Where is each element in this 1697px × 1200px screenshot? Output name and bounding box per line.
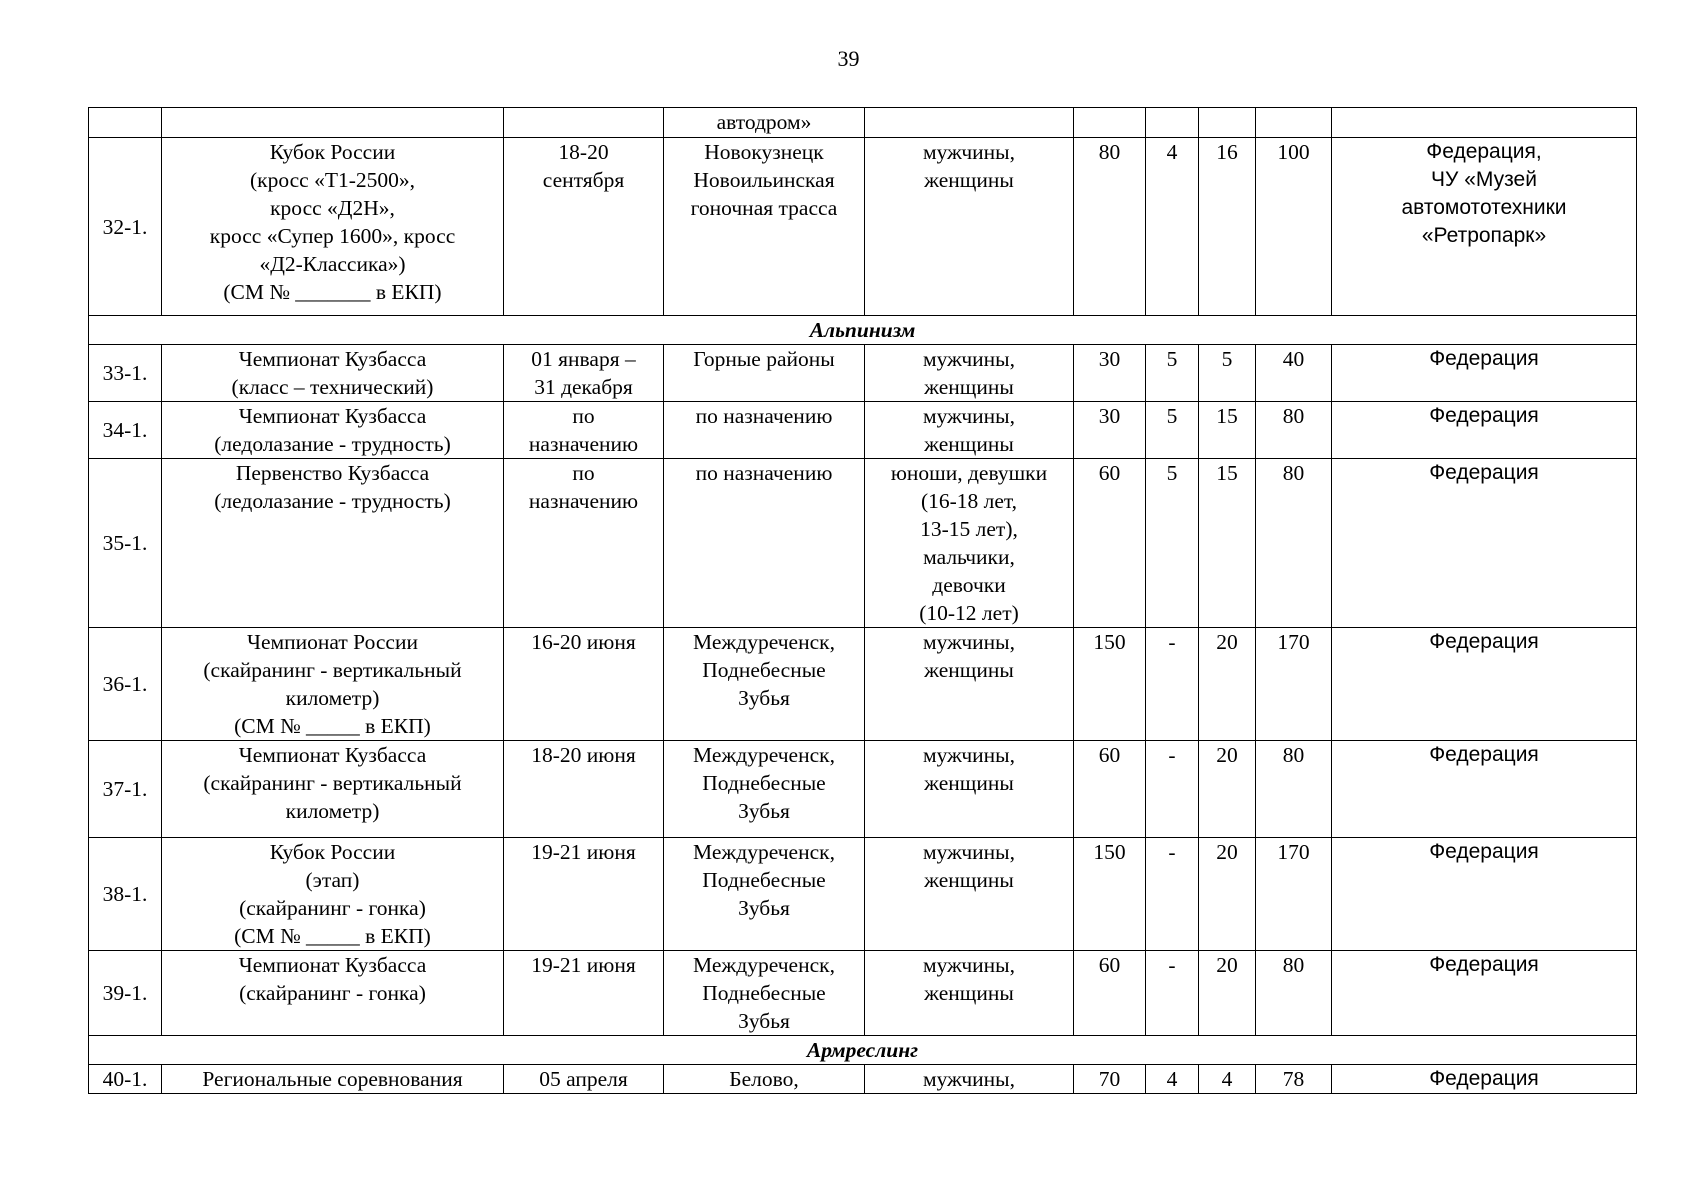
cell-participants: мужчины, женщины	[865, 838, 1074, 951]
cell-dates: 19-21 июня	[504, 951, 664, 1036]
cell-event-name: Кубок России (этап) (скайранинг - гонка) (СМ № _____ в ЕКП)	[162, 838, 504, 951]
cell-count-2: -	[1146, 741, 1199, 838]
events-table	[88, 107, 1637, 1094]
cell-num: 37-1.	[89, 741, 162, 838]
table-row	[89, 1065, 1637, 1094]
table-row	[89, 138, 1637, 316]
section-header-row	[89, 316, 1637, 345]
section-header-row	[89, 1036, 1637, 1065]
cell-dates: 19-21 июня	[504, 838, 664, 951]
cell-count-total: 80	[1256, 951, 1332, 1036]
cell-count-1: 150	[1074, 838, 1146, 951]
cell-num: 36-1.	[89, 628, 162, 741]
table-body	[89, 108, 1637, 1094]
cell-event-name: Чемпионат Кузбасса (ледолазание - трудность)	[162, 402, 504, 459]
cell-num	[89, 108, 162, 138]
cell-count-total: 170	[1256, 628, 1332, 741]
cell-event-name: Чемпионат Кузбасса (класс – технический)	[162, 345, 504, 402]
cell-organizer: Федерация	[1332, 345, 1637, 402]
cell-count-total: 100	[1256, 138, 1332, 316]
cell-num: 35-1.	[89, 459, 162, 628]
cell-organizer: Федерация	[1332, 628, 1637, 741]
cell-organizer	[1332, 108, 1637, 138]
cell-count-3	[1199, 108, 1256, 138]
cell-count-2: 5	[1146, 459, 1199, 628]
cell-count-total: 40	[1256, 345, 1332, 402]
cell-count-2: 5	[1146, 402, 1199, 459]
cell-place: Горные районы	[664, 345, 865, 402]
cell-count-3: 15	[1199, 459, 1256, 628]
cell-participants: мужчины,	[865, 1065, 1074, 1094]
cell-organizer: Федерация	[1332, 838, 1637, 951]
cell-num: 40-1.	[89, 1065, 162, 1094]
cell-participants: юноши, девушки (16-18 лет, 13-15 лет), мальчики, девочки (10-12 лет)	[865, 459, 1074, 628]
table-row	[89, 951, 1637, 1036]
cell-num: 39-1.	[89, 951, 162, 1036]
cell-dates: 18-20 июня	[504, 741, 664, 838]
cell-count-2: -	[1146, 628, 1199, 741]
cell-count-2: -	[1146, 951, 1199, 1036]
cell-place: Новокузнецк Новоильинская гоночная трасса	[664, 138, 865, 316]
cell-count-2: -	[1146, 838, 1199, 951]
table-row	[89, 838, 1637, 951]
cell-count-total: 170	[1256, 838, 1332, 951]
cell-count-2	[1146, 108, 1199, 138]
cell-count-3: 20	[1199, 838, 1256, 951]
cell-count-3: 16	[1199, 138, 1256, 316]
cell-count-total: 78	[1256, 1065, 1332, 1094]
table-row	[89, 402, 1637, 459]
cell-organizer: Федерация	[1332, 1065, 1637, 1094]
cell-count-1: 60	[1074, 951, 1146, 1036]
cell-count-1: 80	[1074, 138, 1146, 316]
cell-count-total: 80	[1256, 741, 1332, 838]
cell-place: по назначению	[664, 459, 865, 628]
cell-participants: мужчины, женщины	[865, 402, 1074, 459]
cell-count-3: 15	[1199, 402, 1256, 459]
cell-count-1: 70	[1074, 1065, 1146, 1094]
cell-organizer: Федерация	[1332, 459, 1637, 628]
cell-participants: мужчины, женщины	[865, 741, 1074, 838]
cell-count-1: 150	[1074, 628, 1146, 741]
cell-count-2: 5	[1146, 345, 1199, 402]
cell-organizer: Федерация	[1332, 402, 1637, 459]
continuation-row	[89, 108, 1637, 138]
table-row	[89, 628, 1637, 741]
cell-organizer: Федерация, ЧУ «Музей автомототехники «Ретропарк»	[1332, 138, 1637, 316]
cell-place: Белово,	[664, 1065, 865, 1094]
cell-count-total: 80	[1256, 402, 1332, 459]
cell-dates: по назначению	[504, 402, 664, 459]
cell-count-total	[1256, 108, 1332, 138]
cell-count-3: 20	[1199, 741, 1256, 838]
cell-dates: 01 января – 31 декабря	[504, 345, 664, 402]
cell-dates	[504, 108, 664, 138]
cell-participants	[865, 108, 1074, 138]
cell-count-1: 60	[1074, 741, 1146, 838]
cell-place: Междуреченск, Поднебесные Зубья	[664, 628, 865, 741]
cell-place: по назначению	[664, 402, 865, 459]
cell-place: Междуреченск, Поднебесные Зубья	[664, 838, 865, 951]
cell-num: 32-1.	[89, 138, 162, 316]
cell-organizer: Федерация	[1332, 741, 1637, 838]
cell-count-3: 20	[1199, 951, 1256, 1036]
cell-event-name: Чемпионат России (скайранинг - вертикальный километр) (СМ № _____ в ЕКП)	[162, 628, 504, 741]
cell-participants: мужчины, женщины	[865, 628, 1074, 741]
cell-event-name	[162, 108, 504, 138]
table-row	[89, 741, 1637, 838]
page-number: 39	[837, 46, 860, 71]
cell-participants: мужчины, женщины	[865, 138, 1074, 316]
cell-count-1: 30	[1074, 345, 1146, 402]
cell-count-2: 4	[1146, 1065, 1199, 1094]
section-title: Армреслинг	[89, 1036, 1637, 1065]
section-title: Альпинизм	[89, 316, 1637, 345]
cell-participants: мужчины, женщины	[865, 345, 1074, 402]
cell-count-1: 60	[1074, 459, 1146, 628]
cell-count-3: 4	[1199, 1065, 1256, 1094]
cell-place: Междуреченск, Поднебесные Зубья	[664, 741, 865, 838]
cell-count-3: 5	[1199, 345, 1256, 402]
cell-count-2: 4	[1146, 138, 1199, 316]
cell-count-total: 80	[1256, 459, 1332, 628]
cell-num: 34-1.	[89, 402, 162, 459]
cell-event-name: Региональные соревнования	[162, 1065, 504, 1094]
cell-event-name: Чемпионат Кузбасса (скайранинг - вертикальный километр)	[162, 741, 504, 838]
cell-event-name: Чемпионат Кузбасса (скайранинг - гонка)	[162, 951, 504, 1036]
cell-count-3: 20	[1199, 628, 1256, 741]
cell-dates: по назначению	[504, 459, 664, 628]
cell-dates: 16-20 июня	[504, 628, 664, 741]
cell-count-1: 30	[1074, 402, 1146, 459]
cell-dates: 18-20 сентября	[504, 138, 664, 316]
cell-place: автодром»	[664, 108, 865, 138]
cell-dates: 05 апреля	[504, 1065, 664, 1094]
cell-count-1	[1074, 108, 1146, 138]
cell-event-name: Кубок России (кросс «Т1-2500», кросс «Д2Н», кросс «Супер 1600», кросс «Д2-Классика») (СМ № _______ в ЕКП)	[162, 138, 504, 316]
cell-organizer: Федерация	[1332, 951, 1637, 1036]
cell-event-name: Первенство Кузбасса (ледолазание - трудность)	[162, 459, 504, 628]
cell-num: 33-1.	[89, 345, 162, 402]
cell-num: 38-1.	[89, 838, 162, 951]
cell-participants: мужчины, женщины	[865, 951, 1074, 1036]
table-row	[89, 459, 1637, 628]
table-row	[89, 345, 1637, 402]
cell-place: Междуреченск, Поднебесные Зубья	[664, 951, 865, 1036]
